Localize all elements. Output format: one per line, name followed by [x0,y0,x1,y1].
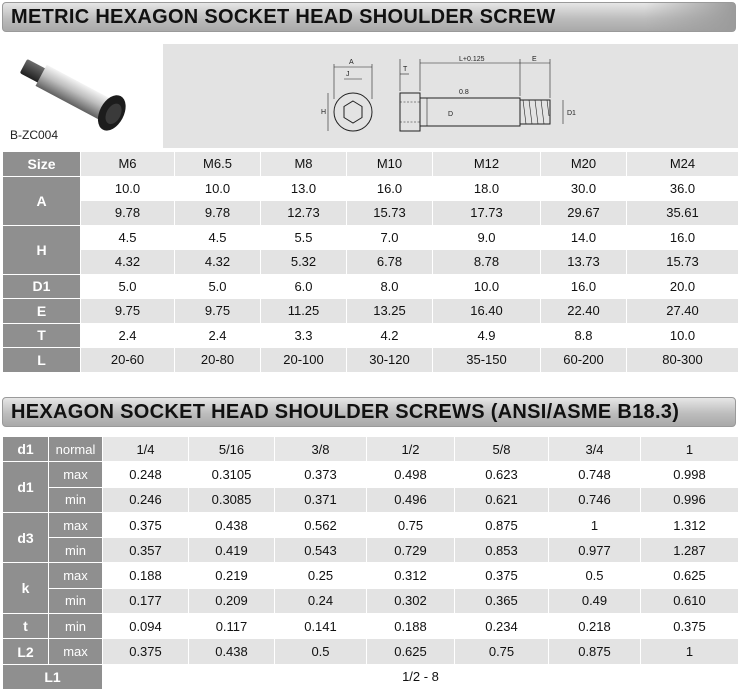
table-row [3,201,739,226]
cell: 29.67 [541,201,627,226]
cell: 0.562 [275,512,367,537]
table-row [3,250,739,275]
row-sub-label: max [49,639,103,664]
row-sub-label: max [49,563,103,588]
cell: 20-60 [81,348,175,373]
size-m20: M20 [541,152,627,177]
row-group-d3: d3 [3,512,49,563]
cell: 5.0 [81,274,175,299]
table-row [3,588,739,613]
cell: 0.998 [641,462,739,487]
size-m24: M24 [627,152,739,177]
cell: 8.8 [541,323,627,348]
cell: 30.0 [541,176,627,201]
row-label-a: A [3,176,81,225]
cell: 16.0 [541,274,627,299]
cell: 9.78 [175,201,261,226]
cell: 0.75 [455,639,549,664]
cell: 16.40 [433,299,541,324]
cell: 9.75 [81,299,175,324]
cell: 9.75 [175,299,261,324]
row-sub-label: max [49,462,103,487]
cell: 35-150 [433,348,541,373]
dim-d1-label: D1 [567,110,576,117]
cell: 0.375 [641,614,739,639]
cell: 8.78 [433,250,541,275]
cell: 0.302 [367,588,455,613]
cell: 2.4 [175,323,261,348]
cell: 5.32 [261,250,347,275]
size-1-2: 1/2 [367,437,455,462]
dim-edge-label: 0.8 [459,89,469,96]
cell: 0.419 [189,538,275,563]
table-row [3,225,739,250]
cell: 0.188 [103,563,189,588]
cell: 0.3105 [189,462,275,487]
table-row [3,176,739,201]
table-row [3,299,739,324]
row-sub-label: min [49,614,103,639]
cell: 10.0 [433,274,541,299]
cell: 0.357 [103,538,189,563]
size-3-4: 3/4 [549,437,641,462]
cell: 1.287 [641,538,739,563]
cell: 0.625 [367,639,455,664]
cell: 1 [549,512,641,537]
cell: 0.498 [367,462,455,487]
metric-title: METRIC HEXAGON SOCKET HEAD SHOULDER SCREW [11,6,556,28]
cell: 0.188 [367,614,455,639]
size-5-8: 5/8 [455,437,549,462]
cell: 4.9 [433,323,541,348]
cell: 1.312 [641,512,739,537]
cell: 4.2 [347,323,433,348]
size-5-16: 5/16 [189,437,275,462]
cell: 0.5 [275,639,367,664]
size-3-8: 3/8 [275,437,367,462]
cell: 4.5 [175,225,261,250]
size-m8: M8 [261,152,347,177]
table-row [3,639,739,664]
row-sub-label: max [49,512,103,537]
cell: 60-200 [541,348,627,373]
cell: 13.25 [347,299,433,324]
dim-a-label: A [349,59,354,66]
row-group-l2: L2 [3,639,49,664]
size-header-row [3,152,739,177]
cell: 0.5 [549,563,641,588]
cell: 0.625 [641,563,739,588]
cell: 0.248 [103,462,189,487]
cell: 20-80 [175,348,261,373]
cell: 0.375 [103,639,189,664]
cell: 0.748 [549,462,641,487]
banner-fade [645,3,735,31]
technical-drawing [163,44,738,148]
cell: 0.438 [189,639,275,664]
table-row [3,538,739,563]
cell: 16.0 [347,176,433,201]
cell: 35.61 [627,201,739,226]
cell: 0.875 [549,639,641,664]
row-label-h: H [3,225,81,274]
screw-dimension-drawing [163,44,738,148]
cell: 0.365 [455,588,549,613]
cell: 0.141 [275,614,367,639]
cell: 0.094 [103,614,189,639]
cell: 0.75 [367,512,455,537]
cell: 0.543 [275,538,367,563]
table-row [3,348,739,373]
row-label-d1: D1 [3,274,81,299]
cell: 15.73 [627,250,739,275]
dim-j-label: J [346,71,350,78]
cell: 7.0 [347,225,433,250]
cell: 4.32 [175,250,261,275]
cell: 0.623 [455,462,549,487]
row-label-e: E [3,299,81,324]
row-label-l: L [3,348,81,373]
table-row [3,614,739,639]
cell: 0.246 [103,487,189,512]
row-sub-label: min [49,588,103,613]
cell: 0.438 [189,512,275,537]
photo-label: B-ZC004 [10,128,59,142]
cell: 0.25 [275,563,367,588]
cell: 10.0 [175,176,261,201]
cell: 13.73 [541,250,627,275]
size-header-label: Size [3,152,81,177]
cell: 10.0 [81,176,175,201]
cell: 0.875 [455,512,549,537]
cell: 3.3 [261,323,347,348]
cell: 5.0 [175,274,261,299]
dim-t-label: T [403,66,408,73]
table-row [3,512,739,537]
header-d1-label: d1 [3,437,49,462]
table-row [3,462,739,487]
cell: 0.371 [275,487,367,512]
cell: 0.24 [275,588,367,613]
cell: 17.73 [433,201,541,226]
cell: 6.78 [347,250,433,275]
cell: 0.996 [641,487,739,512]
dim-e-label: E [532,56,537,63]
row-group-l1: L1 [3,664,103,689]
size-m6-5: M6.5 [175,152,261,177]
cell: 1 [641,639,739,664]
cell: 22.40 [541,299,627,324]
cell: 5.5 [261,225,347,250]
size-1-4: 1/4 [103,437,189,462]
cell: 80-300 [627,348,739,373]
cell: 0.610 [641,588,739,613]
cell: 8.0 [347,274,433,299]
cell: 12.73 [261,201,347,226]
row-sub-label: min [49,487,103,512]
cell: 0.621 [455,487,549,512]
size-m6: M6 [81,152,175,177]
table-row [3,274,739,299]
cell: 0.746 [549,487,641,512]
row-group-t: t [3,614,49,639]
cell: 0.117 [189,614,275,639]
cell: 10.0 [627,323,739,348]
cell: 0.209 [189,588,275,613]
cell: 18.0 [433,176,541,201]
size-m10: M10 [347,152,433,177]
table-row [3,563,739,588]
row-group-k: k [3,563,49,614]
cell: 0.375 [103,512,189,537]
cell: 4.5 [81,225,175,250]
cell: 0.3085 [189,487,275,512]
cell: 15.73 [347,201,433,226]
ansi-title: HEXAGON SOCKET HEAD SHOULDER SCREWS (ANSI/ASME B18.3) [11,401,680,423]
cell: 0.219 [189,563,275,588]
cell: 0.49 [549,588,641,613]
table-row [3,487,739,512]
cell: 6.0 [261,274,347,299]
cell: 14.0 [541,225,627,250]
cell: 20.0 [627,274,739,299]
size-header-row [3,437,739,462]
size-1: 1 [641,437,739,462]
cell: 0.234 [455,614,549,639]
cell: 0.729 [367,538,455,563]
row-label-t: T [3,323,81,348]
row-group-d1: d1 [3,462,49,513]
cell: 9.78 [81,201,175,226]
cell: 11.25 [261,299,347,324]
table-row [3,664,739,689]
dim-d-label: D [448,111,454,118]
metric-dimension-table [2,151,739,373]
cell: 0.853 [455,538,549,563]
cell: 0.373 [275,462,367,487]
cell: 9.0 [433,225,541,250]
ansi-dimension-table [2,436,739,690]
l1-range-cell: 1/2 - 8 [103,664,739,689]
cell: 0.496 [367,487,455,512]
dim-l-label: L+0.125 [459,56,485,63]
cell: 0.375 [455,563,549,588]
dim-h-label: H [321,109,327,116]
cell: 4.32 [81,250,175,275]
row-sub-label: min [49,538,103,563]
ansi-title-banner [2,397,736,427]
cell: 27.40 [627,299,739,324]
table-row [3,323,739,348]
cell: 0.977 [549,538,641,563]
header-normal-label: normal [49,437,103,462]
size-m12: M12 [433,152,541,177]
cell: 13.0 [261,176,347,201]
cell: 2.4 [81,323,175,348]
cell: 0.177 [103,588,189,613]
cell: 36.0 [627,176,739,201]
cell: 0.312 [367,563,455,588]
cell: 16.0 [627,225,739,250]
cell: 20-100 [261,348,347,373]
metric-title-banner [2,2,736,32]
cell: 0.218 [549,614,641,639]
cell: 30-120 [347,348,433,373]
